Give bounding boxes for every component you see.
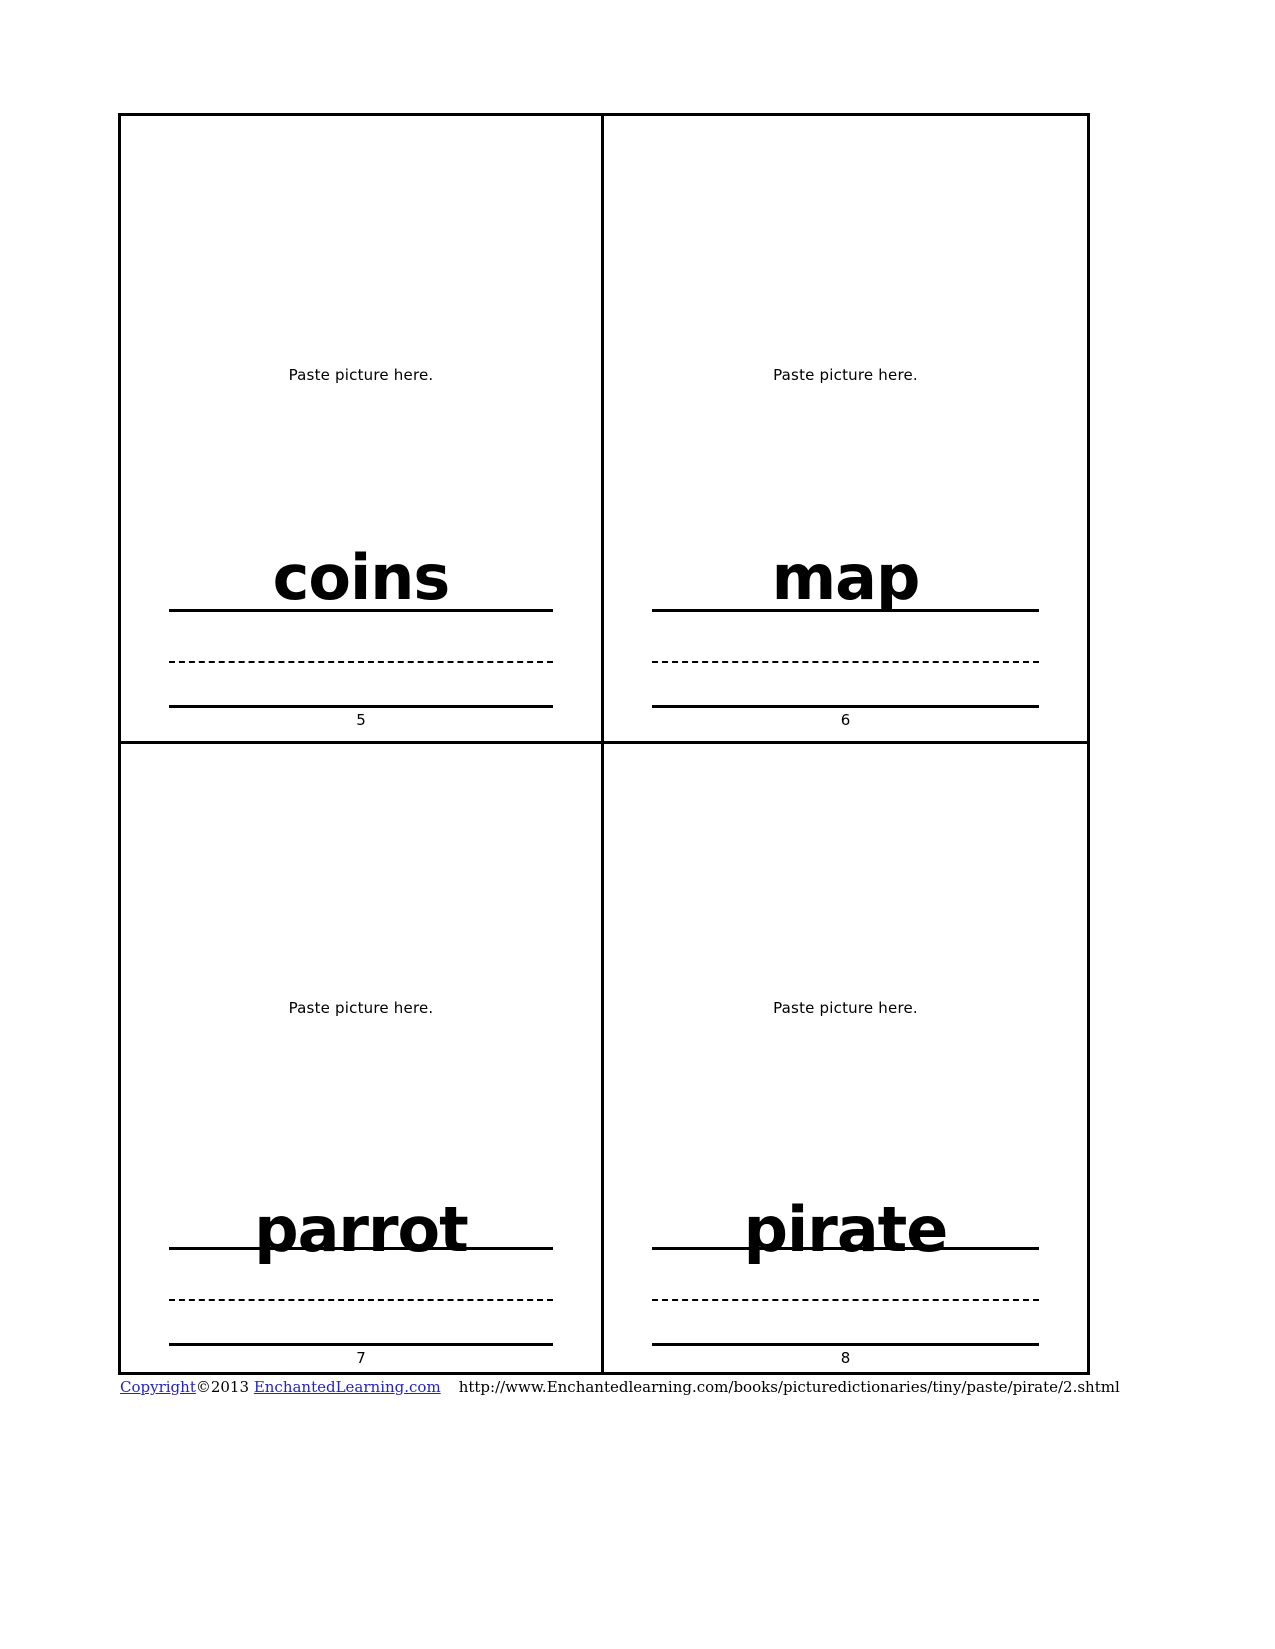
word-card-parrot: [121, 744, 604, 1372]
paste-picture-instruction: Paste picture here.: [773, 366, 918, 384]
word-text: pirate: [743, 1193, 948, 1266]
source-url: http://www.Enchantedlearning.com/books/picturedictionaries/tiny/paste/pirate/2.shtml: [458, 1378, 1120, 1396]
writing-line-bottom: [652, 705, 1039, 708]
writing-line-top: [169, 1247, 553, 1250]
copyright-link[interactable]: Copyright: [120, 1378, 196, 1396]
word-card-coins: [121, 116, 604, 744]
word-card-pirate: [604, 744, 1087, 1372]
page-number: 7: [356, 1349, 366, 1367]
writing-line-top: [652, 1247, 1039, 1250]
page-number: 6: [840, 711, 851, 729]
paste-picture-instruction: Paste picture here.: [288, 999, 434, 1017]
enchantedlearning-link[interactable]: EnchantedLearning.com: [253, 1378, 441, 1396]
writing-line-bottom: [169, 705, 553, 708]
paste-picture-instruction: Paste picture here.: [773, 999, 918, 1017]
writing-line-top: [652, 609, 1039, 612]
writing-line-dashed: [169, 1299, 553, 1301]
word-text: parrot: [254, 1193, 468, 1266]
word-text: coins: [272, 541, 450, 614]
word-text: map: [771, 541, 920, 614]
writing-line-bottom: [169, 1343, 553, 1346]
writing-line-bottom: [652, 1343, 1039, 1346]
footer: [120, 1378, 1120, 1396]
word-card-map: [604, 116, 1087, 744]
card-grid: [118, 113, 1090, 1375]
page-number: 8: [840, 1349, 851, 1367]
writing-line-dashed: [652, 661, 1039, 663]
page-number: 5: [356, 711, 366, 729]
writing-line-top: [169, 609, 553, 612]
copyright-year: ©2013: [195, 1378, 250, 1396]
writing-line-dashed: [169, 661, 553, 663]
paste-picture-instruction: Paste picture here.: [288, 366, 434, 384]
writing-line-dashed: [652, 1299, 1039, 1301]
